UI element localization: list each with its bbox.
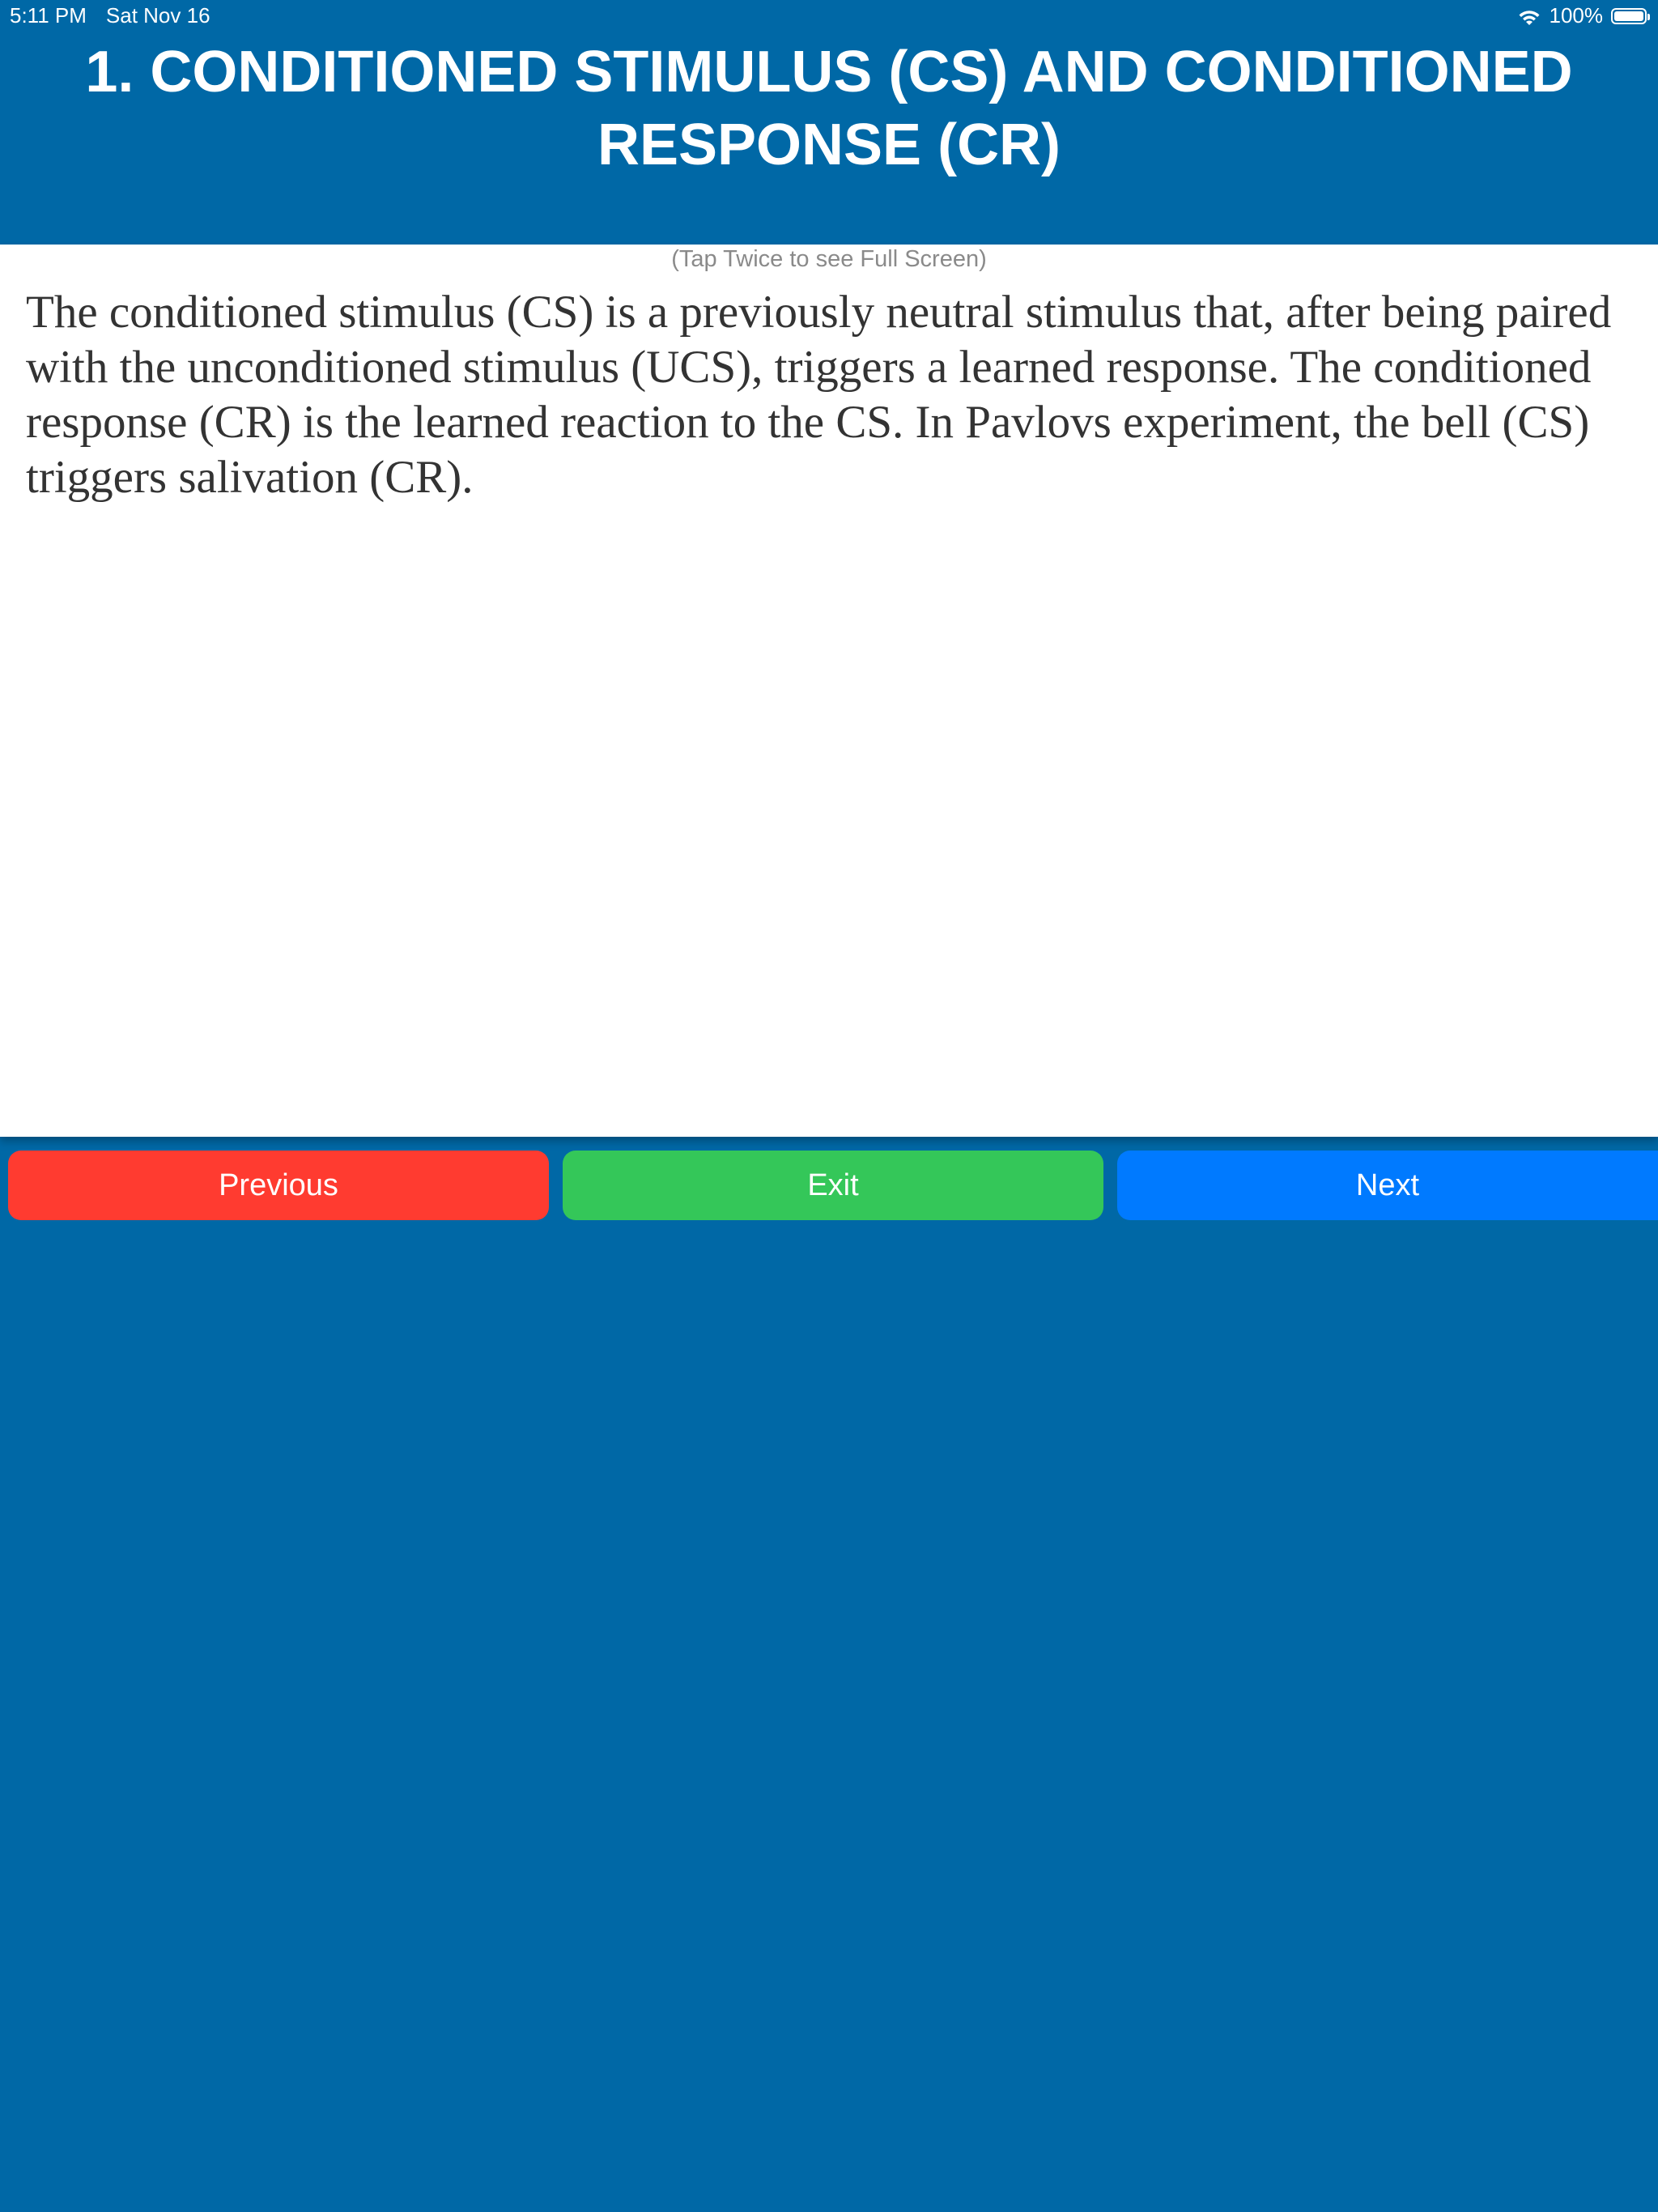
exit-button[interactable]: Exit [563, 1151, 1103, 1220]
header [0, 32, 1658, 245]
next-button[interactable]: Next [1117, 1151, 1658, 1220]
status-time: 5:11 PM [10, 3, 87, 28]
status-right [1517, 3, 1647, 28]
status-bar [0, 0, 1658, 32]
status-left [10, 3, 210, 28]
battery-icon [1611, 8, 1647, 24]
content-panel[interactable] [0, 245, 1658, 1137]
battery-fill [1614, 11, 1643, 21]
battery-percent: 100% [1549, 3, 1603, 28]
navigation-buttons [8, 1151, 1658, 1220]
previous-button[interactable]: Previous [8, 1151, 549, 1220]
body-text: The conditioned stimulus (CS) is a previously neutral stimulus that, after being paired with the unconditioned stimulus (UCS), triggers a learned response. The conditioned response (CR) is the learned reaction to the CS. In Pavlovs experiment, the bell (CS) triggers salivation (CR). [26, 287, 1612, 503]
page-title: 1. CONDITIONED STIMULUS (CS) AND CONDITIONED RESPONSE (CR) [85, 40, 1573, 177]
status-date: Sat Nov 16 [105, 3, 210, 28]
full-screen-hint: (Tap Twice to see Full Screen) [671, 246, 987, 272]
wifi-icon [1517, 7, 1541, 25]
